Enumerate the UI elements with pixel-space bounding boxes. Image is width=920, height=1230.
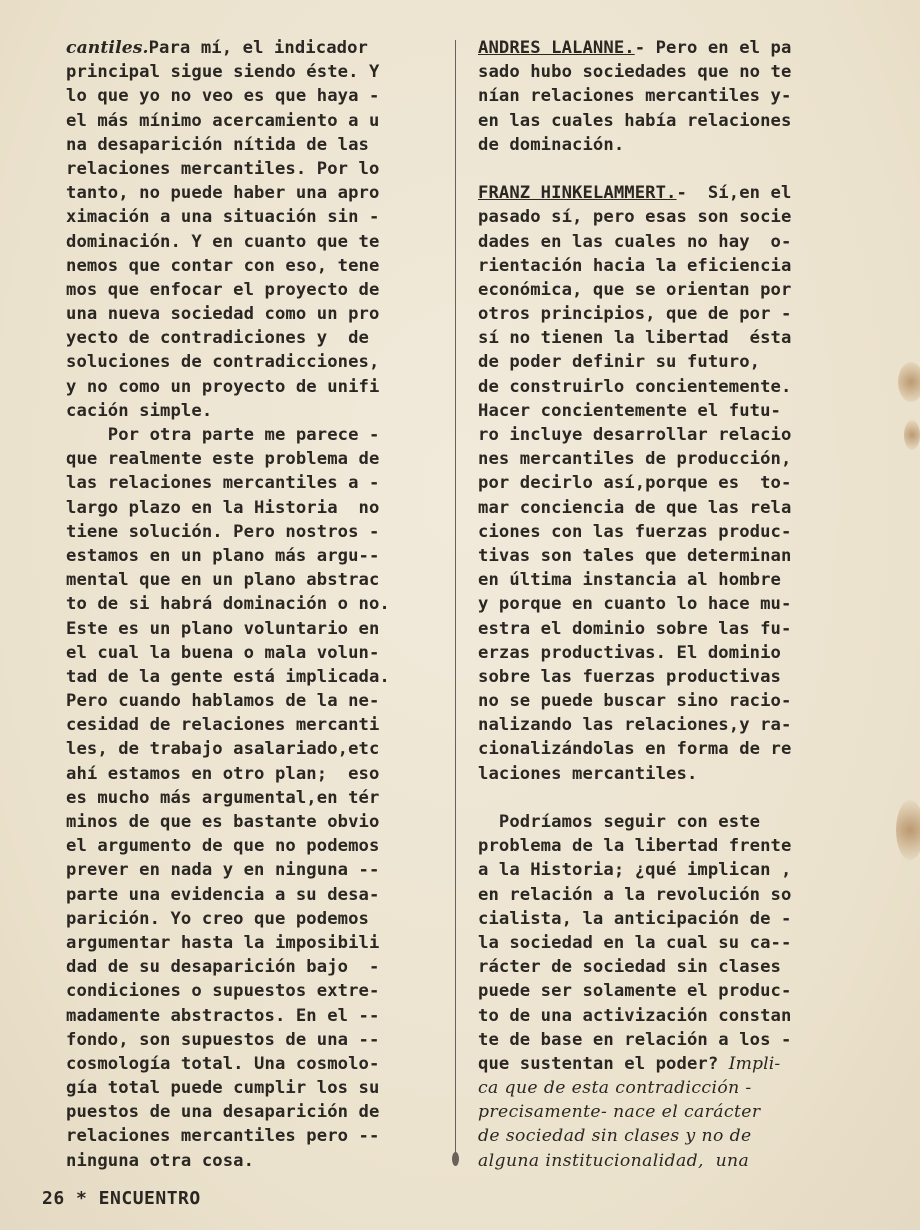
line-text: alguna institucionalidad, una [478,1150,750,1171]
text-line [478,1149,850,1173]
text-line [66,568,438,592]
line-text: en las cuales había relaciones [478,110,792,131]
line-text: condiciones o supuestos extre- [66,981,380,1002]
line-text: Este es un plano voluntario en [66,618,380,639]
text-line [478,907,850,931]
line-text: pasado sí, pero esas son socie [478,207,792,228]
line-text: relaciones mercantiles. Por lo [66,158,380,179]
text-line [66,689,438,713]
line-text: y no como un proyecto de unifi [66,376,380,397]
line-text: te de base en relación a los - [478,1029,792,1050]
line-text: sobre las fuerzas productivas [478,666,781,687]
text-line [478,931,850,955]
text-line [478,423,850,447]
line-text: tivas son tales que determinan [478,545,792,566]
text-line [66,471,438,495]
text-line [66,1149,438,1173]
text-line [66,1052,438,1076]
right-column [478,36,850,1173]
line-text: las relaciones mercantiles a - [66,473,380,494]
text-line [478,955,850,979]
text-line [478,1052,850,1076]
line-text: na desaparición nítida de las [66,134,369,155]
left-column [66,36,438,1173]
text-line [478,36,850,60]
text-line [478,1028,850,1052]
line-text: económica, que se orientan por [478,279,792,300]
text-line [478,713,850,737]
text-line [478,883,850,907]
line-text: mar conciencia de que las rela [478,497,792,518]
text-line [66,230,438,254]
line-text: prever en nada y en ninguna -- [66,860,380,881]
line-text: largo plazo en la Historia no [66,497,380,518]
line-text: Hacer concientemente el futu- [478,400,781,421]
line-text: el más mínimo acercamiento a u [66,110,380,131]
line-text: rácter de sociedad sin clases [478,957,781,978]
text-line [478,592,850,616]
text-line [66,592,438,616]
line-text: nes mercantiles de producción, [478,449,792,470]
text-line [478,278,850,302]
text-line [66,641,438,665]
text-line [66,350,438,374]
line-text: que realmente este problema de [66,449,380,470]
text-line [478,979,850,1003]
text-line [66,423,438,447]
line-text: puestos de una desaparición de [66,1102,380,1123]
text-line [66,907,438,931]
line-text: - Sí,en el [676,183,792,204]
line-text: soluciones de contradicciones, [66,352,380,373]
text-line [66,713,438,737]
text-line [478,350,850,374]
line-text: la sociedad en la cual su ca-- [478,932,792,953]
paper-stain [904,420,920,450]
line-text: nían relaciones mercantiles y- [478,86,792,107]
line-text: que sustentan el poder? [478,1053,729,1074]
line-text: tiene solución. Pero nostros - [66,521,380,542]
line-text: de sociedad sin clases y no de [478,1126,752,1147]
speaker-name: FRANZ HINKELAMMERT. [478,183,677,204]
text-line [478,302,850,326]
line-text: sado hubo sociedades que no te [478,62,792,83]
text-line [66,60,438,84]
line-text: a la Historia; ¿qué implican , [478,860,792,881]
line-text: parición. Yo creo que podemos [66,908,369,929]
text-line [66,1124,438,1148]
text-line [66,810,438,834]
line-text: to de una activización constan [478,1005,792,1026]
line-text: gía total puede cumplir los su [66,1078,380,1099]
line-text: cesidad de relaciones mercanti [66,715,380,736]
line-text: dominación. Y en cuanto que te [66,231,380,252]
text-line [478,641,850,665]
line-text: en última instancia al hombre [478,570,781,591]
line-text: ninguna otra cosa. [66,1150,255,1171]
line-text: problema de la libertad frente [478,836,792,857]
line-text: en relación a la revolución so [478,884,792,905]
text-line [66,617,438,641]
text-line [66,84,438,108]
text-line [478,737,850,761]
text-line [478,858,850,882]
text-line [478,326,850,350]
page-footer: 26 * ENCUENTRO [42,1188,201,1209]
text-line [66,157,438,181]
line-text: nemos que contar con eso, tene [66,255,380,276]
text-line [66,931,438,955]
text-line [478,205,850,229]
line-text: les, de trabajo asalariado,etc [66,739,380,760]
column-divider-end [452,1152,459,1166]
line-text: cionalizándolas en forma de re [478,739,792,760]
line-text: Pero cuando hablamos de la ne- [66,691,380,712]
line-text: relaciones mercantiles pero -- [66,1126,380,1147]
text-line [66,858,438,882]
text-line [478,181,850,205]
line-text: por decirlo así,porque es to- [478,473,792,494]
line-text: ca que de esta contradicción - [478,1078,752,1099]
text-line [66,278,438,302]
text-line [66,375,438,399]
text-line [478,762,850,786]
text-line [478,84,850,108]
text-line [66,979,438,1003]
speaker-name: ANDRES LALANNE. [478,38,635,58]
text-line [478,665,850,689]
text-line [66,36,438,60]
line-text: to de si habrá dominación o no. [66,594,390,615]
line-text: rientación hacia la eficiencia [478,255,792,276]
line-text: cialista, la anticipación de - [478,908,792,929]
line-text: estamos en un plano más argu-- [66,545,380,566]
text-line [66,399,438,423]
column-divider [455,40,456,1162]
text-line [66,1004,438,1028]
paper-stain [898,362,920,402]
text-line [478,254,850,278]
text-line [66,326,438,350]
text-line [478,520,850,544]
line-text: dades en las cuales no hay o- [478,231,792,252]
line-text: tad de la gente está implicada. [66,666,390,687]
paragraph-gap [478,786,850,810]
text-line [478,230,850,254]
text-line [478,1100,850,1124]
text-line [66,834,438,858]
line-text: dad de su desaparición bajo - [66,957,380,978]
line-text: una nueva sociedad como un pro [66,304,380,325]
line-text: minos de que es bastante obvio [66,812,380,832]
italic-text: Impli- [728,1053,781,1074]
line-text: Por otra parte me parece - [66,425,380,445]
text-line [478,60,850,84]
line-text: de construirlo concientemente. [478,376,792,397]
line-text: - Pero en el pa [634,38,792,58]
text-line [66,665,438,689]
text-line [478,544,850,568]
line-text: y porque en cuanto lo hace mu- [478,594,792,615]
text-line [66,133,438,157]
text-line [478,471,850,495]
paragraph-gap [478,157,850,181]
line-text: erzas productivas. El dominio [478,642,781,663]
text-line [478,447,850,471]
line-text: es mucho más argumental,en tér [66,787,380,808]
line-text: ahí estamos en otro plan; eso [66,763,380,784]
text-line [478,1124,850,1148]
text-line [66,1100,438,1124]
text-line [66,302,438,326]
line-text: nalizando las relaciones,y ra- [478,715,792,736]
line-text: de poder definir su futuro, [478,352,761,373]
text-line [66,496,438,520]
line-text: de dominación. [478,134,625,155]
text-line [478,109,850,133]
line-text: argumentar hasta la imposibili [66,932,380,953]
line-text: Para mí, el indicador [148,38,368,58]
text-line [66,447,438,471]
paper-stain [896,800,920,860]
emphasis-text: cantiles. [66,38,149,58]
line-text: cosmología total. Una cosmolo- [66,1053,380,1074]
line-text: mental que en un plano abstrac [66,570,380,591]
text-line [66,181,438,205]
text-line [478,1004,850,1028]
line-text: estra el dominio sobre las fu- [478,618,792,639]
line-text: lo que yo no veo es que haya - [66,86,380,107]
line-text: el argumento de que no podemos [66,836,380,857]
text-line [66,1076,438,1100]
line-text: laciones mercantiles. [478,763,698,784]
text-line [66,544,438,568]
line-text: principal sigue siendo éste. Y [66,62,380,83]
text-line [478,810,850,834]
text-line [66,762,438,786]
line-text: no se puede buscar sino racio- [478,691,792,712]
line-text: parte una evidencia a su desa- [66,884,380,905]
line-text: yecto de contradiciones y de [66,328,369,349]
text-line [66,737,438,761]
text-line [478,133,850,157]
text-line [66,109,438,133]
line-text: tanto, no puede haber una apro [66,183,380,204]
line-text: ro incluye desarrollar relacio [478,425,792,445]
line-text: ximación a una situación sin - [66,207,380,228]
text-line [66,883,438,907]
line-text: fondo, son supuestos de una -- [66,1029,380,1050]
text-line [478,399,850,423]
line-text: cación simple. [66,400,213,421]
line-text: precisamente- nace el carácter [478,1102,761,1123]
text-line [478,375,850,399]
text-line [66,1028,438,1052]
line-text: mos que enfocar el proyecto de [66,279,380,300]
text-line [478,496,850,520]
line-text: Podríamos seguir con este [478,812,761,832]
text-line [66,254,438,278]
text-line [66,520,438,544]
line-text: otros principios, que de por - [478,304,792,325]
line-text: sí no tienen la libertad ésta [478,328,792,349]
text-line [66,205,438,229]
text-line [478,689,850,713]
line-text: ciones con las fuerzas produc- [478,521,792,542]
text-line [478,617,850,641]
line-text: el cual la buena o mala volun- [66,642,380,663]
text-line [478,568,850,592]
line-text: puede ser solamente el produc- [478,981,792,1002]
text-line [478,834,850,858]
line-text: madamente abstractos. En el -- [66,1005,380,1026]
text-line [66,955,438,979]
text-line [66,786,438,810]
text-line [478,1076,850,1100]
